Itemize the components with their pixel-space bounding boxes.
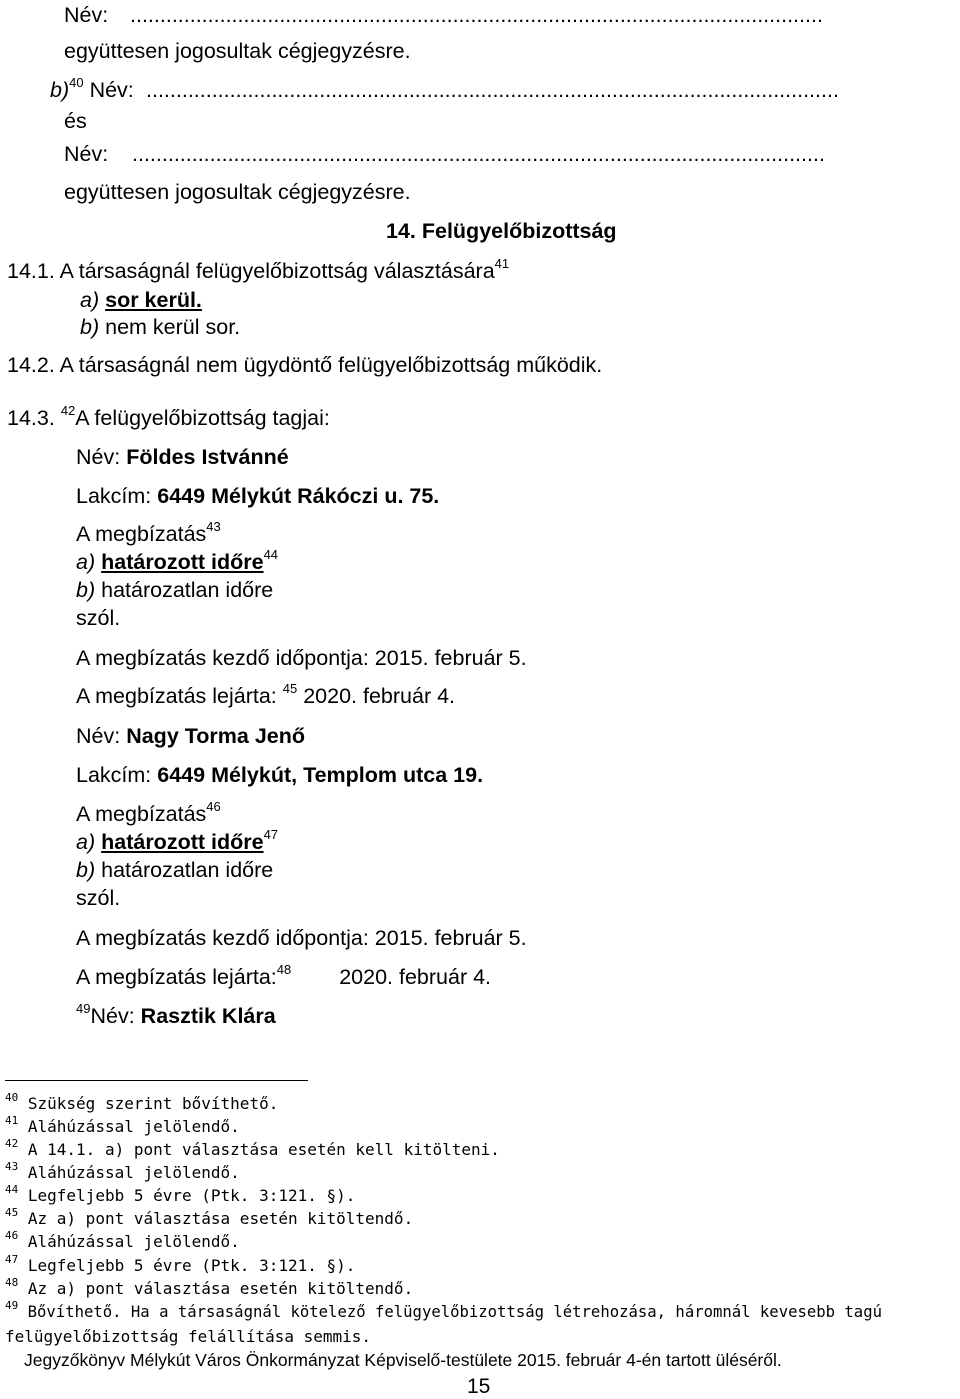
address-value: 6449 Mélykút, Templom utca 19. xyxy=(157,763,484,787)
member2-mandate xyxy=(76,798,221,827)
footnote-ref-45: 45 xyxy=(282,680,298,696)
option-a-prefix: a) xyxy=(76,830,96,854)
footnote-text: Legfeljebb 5 évre (Ptk. 3:121. §). xyxy=(18,1186,356,1205)
footnote-ref-40: 40 xyxy=(69,74,84,90)
member1-name xyxy=(76,444,289,470)
option-a-text: sor kerül. xyxy=(105,288,202,312)
option-b-text: határozatlan időre xyxy=(101,578,274,602)
option-b-line-2 xyxy=(80,314,240,340)
member1-start: A megbízatás kezdő időpontja: 2015. február 5. xyxy=(76,646,527,670)
footnote-47 xyxy=(5,1252,356,1276)
footnote-49-continuation: felügyelőbizottság felállítása semmis. xyxy=(5,1327,372,1346)
clause-number: 14.1. xyxy=(7,259,55,283)
footnote-45 xyxy=(5,1205,414,1229)
option-b-line xyxy=(50,74,134,103)
end-label: A megbízatás lejárta: xyxy=(76,684,277,708)
member-name: Nagy Torma Jenő xyxy=(126,724,306,748)
name-label: Név: xyxy=(90,1004,135,1028)
footnote-ref-46: 46 xyxy=(206,798,221,814)
footnote-number: 45 xyxy=(5,1205,19,1219)
member2-option-b xyxy=(76,857,273,883)
member2-address xyxy=(76,762,483,788)
member-name: Földes Istvánné xyxy=(126,445,289,469)
footnote-49 xyxy=(5,1298,882,1322)
member2-option-a xyxy=(76,826,279,855)
name-label: Név: xyxy=(76,724,121,748)
clause-14-2 xyxy=(7,352,602,378)
end-value: 2020. február 4. xyxy=(339,965,492,989)
option-b-prefix: b) xyxy=(76,858,96,882)
footnote-number: 41 xyxy=(5,1113,19,1127)
name-label-1: Név: xyxy=(64,3,109,27)
footnote-number: 49 xyxy=(5,1298,19,1312)
mandate-label: A megbízatás xyxy=(76,522,207,546)
clause-text: A felügyelőbizottság tagjai: xyxy=(75,406,330,430)
end-value: 2020. február 4. xyxy=(303,684,456,708)
footnote-ref-43: 43 xyxy=(206,518,221,534)
name-dots-2: .................................................................................................................... xyxy=(146,78,839,102)
address-label: Lakcím: xyxy=(76,763,152,787)
footnote-number: 47 xyxy=(5,1252,19,1266)
footnote-text: A 14.1. a) pont választása esetén kell kitölteni. xyxy=(18,1140,500,1159)
page-number: 15 xyxy=(467,1375,491,1398)
footnote-43 xyxy=(5,1159,240,1183)
member3-name xyxy=(76,1000,276,1029)
clause-14-3 xyxy=(7,402,330,431)
end-label: A megbízatás lejárta: xyxy=(76,965,277,989)
clause-number: 14.2. xyxy=(7,353,55,377)
name-dots-3: .................................................................................................................... xyxy=(132,142,825,166)
footnote-ref-44: 44 xyxy=(263,546,279,562)
footnote-number: 40 xyxy=(5,1090,19,1104)
footnote-text: Aláhúzással jelölendő. xyxy=(18,1163,240,1182)
clause-number: 14.3. xyxy=(7,406,55,430)
clause-text: A társaságnál felügyelőbizottság választására xyxy=(59,259,495,283)
name-label-2: Név: xyxy=(89,78,134,102)
footnote-number: 42 xyxy=(5,1136,19,1150)
footnote-text: Az a) pont választása esetén kitöltendő. xyxy=(18,1209,414,1228)
option-b-prefix-2: b) xyxy=(80,315,100,339)
address-value: 6449 Mélykút Rákóczi u. 75. xyxy=(157,484,440,508)
option-b-text: nem kerül sor. xyxy=(105,315,241,339)
footnote-text: Aláhúzással jelölendő. xyxy=(18,1232,240,1251)
member1-szol: szól. xyxy=(76,606,121,630)
member2-name xyxy=(76,723,305,749)
footnote-ref-47: 47 xyxy=(263,826,279,842)
option-a-text: határozott időre xyxy=(101,550,264,574)
member1-mandate xyxy=(76,518,221,547)
option-b-prefix: b) xyxy=(76,578,96,602)
member1-address xyxy=(76,483,439,509)
footnote-40 xyxy=(5,1090,279,1114)
option-a-text: határozott időre xyxy=(101,830,264,854)
option-b-prefix: b) xyxy=(50,78,70,102)
name-label-3: Név: xyxy=(64,142,109,166)
member2-start: A megbízatás kezdő időpontja: 2015. február 5. xyxy=(76,926,527,950)
name-dots-1: .................................................................................................................... xyxy=(130,3,823,27)
footnote-ref-49: 49 xyxy=(76,1000,91,1016)
page-footer: Jegyzőkönyv Mélykút Város Önkormányzat Képviselő-testülete 2015. február 4-én tartott üléséről. xyxy=(24,1350,782,1370)
footnote-text: Bővíthető. Ha a társaságnál kötelező felügyelőbizottság létrehozása, háromnál kevesebb tagú xyxy=(18,1303,882,1321)
footnote-text: Szükség szerint bővíthető. xyxy=(18,1094,279,1113)
clause-14-1 xyxy=(7,255,510,284)
option-a-prefix: a) xyxy=(76,550,96,574)
joint-signing-text-2: együttesen jogosultak cégjegyzésre. xyxy=(64,180,411,204)
footnote-text: Aláhúzással jelölendő. xyxy=(18,1117,240,1136)
member1-option-a xyxy=(76,546,279,575)
footnote-48 xyxy=(5,1275,414,1299)
footnote-41 xyxy=(5,1113,240,1137)
footnote-number: 43 xyxy=(5,1159,19,1173)
footnote-number: 48 xyxy=(5,1275,19,1289)
member2-szol: szól. xyxy=(76,886,121,910)
footnote-separator xyxy=(5,1080,308,1081)
option-a-prefix: a) xyxy=(80,288,100,312)
member1-option-b xyxy=(76,577,273,603)
member-name: Rasztik Klára xyxy=(140,1004,276,1028)
footnote-42 xyxy=(5,1136,500,1160)
joint-signing-text-1: együttesen jogosultak cégjegyzésre. xyxy=(64,39,411,63)
footnote-number: 46 xyxy=(5,1228,19,1242)
option-a-line xyxy=(80,287,202,313)
name-label: Név: xyxy=(76,445,121,469)
footnote-text: Legfeljebb 5 évre (Ptk. 3:121. §). xyxy=(18,1256,356,1275)
footnote-46 xyxy=(5,1228,240,1252)
member1-end xyxy=(76,680,456,709)
footnote-ref-41: 41 xyxy=(494,255,510,271)
and-text: és xyxy=(64,109,87,133)
footnote-ref-42: 42 xyxy=(60,402,76,418)
mandate-label: A megbízatás xyxy=(76,802,207,826)
footnote-text: Az a) pont választása esetén kitöltendő. xyxy=(18,1279,414,1298)
footnote-ref-48: 48 xyxy=(276,961,292,977)
section-title: 14. Felügyelőbizottság xyxy=(386,219,617,243)
member2-end xyxy=(76,961,492,990)
address-label: Lakcím: xyxy=(76,484,152,508)
clause-text: A társaságnál nem ügydöntő felügyelőbizottság működik. xyxy=(59,353,603,377)
footnote-44 xyxy=(5,1182,356,1206)
footnote-number: 44 xyxy=(5,1182,19,1196)
option-b-text: határozatlan időre xyxy=(101,858,274,882)
